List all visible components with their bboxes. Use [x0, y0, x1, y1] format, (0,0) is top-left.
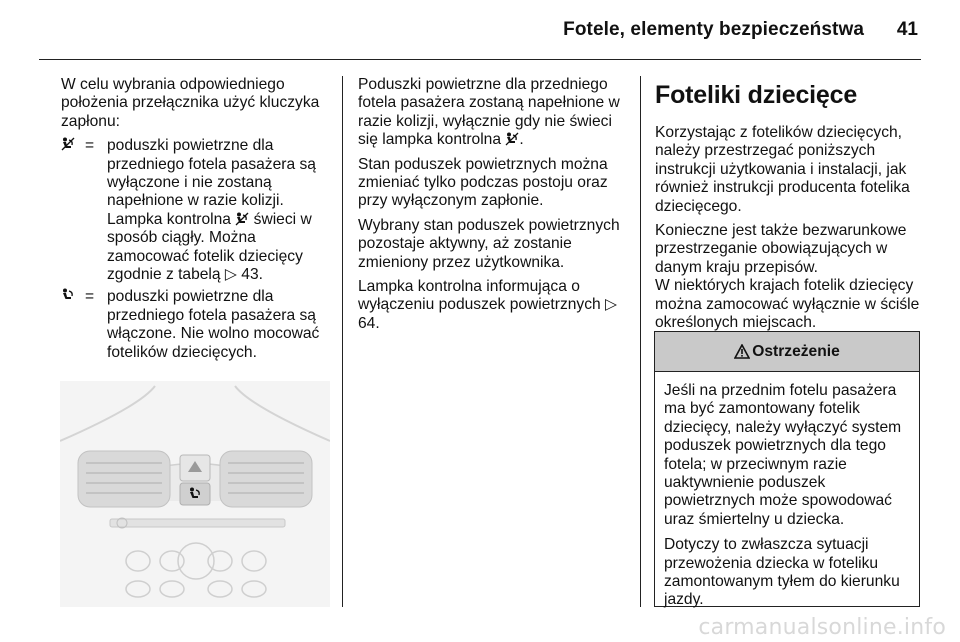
column-right — [655, 76, 921, 338]
page-number: 41 — [896, 19, 918, 40]
header-divider — [39, 59, 921, 60]
airbag-off-icon — [505, 132, 519, 146]
warning-box — [654, 331, 920, 607]
column-divider-2 — [640, 76, 641, 607]
paragraph-text: Poduszki powietrzne dla przedniego fotela pasażera zostaną napełnione w razie kolizji, wyłącznie gdy nie świeci się lampka kontrolna — [358, 76, 620, 149]
intro-paragraph: W celu wybrania odpowiedniego położenia przełącznika użyć kluczyka zapłonu: — [61, 76, 320, 130]
equals-sign: = — [85, 137, 95, 155]
definition-airbag-on — [61, 288, 329, 362]
definition-airbag-off — [61, 137, 329, 284]
definition-text-part1: poduszki powietrzne dla przedniego fotela pasażera są wyłączone i nie zostaną napełnione w razie kolizji. Lampka kontrolna — [107, 137, 316, 228]
column-left — [61, 76, 329, 362]
paragraph: Konieczne jest także bezwarunkowe przestrzeganie obowiązujących w danym kraju przepisów. — [655, 222, 907, 276]
definition-text: poduszki powietrzne dla przedniego fotela pasażera są włączone. Nie wolno mocować fotelików dziecięcych. — [107, 288, 320, 361]
dashboard-illustration — [60, 381, 330, 607]
warning-title: Ostrzeżenie — [752, 342, 840, 360]
airbag-on-icon — [61, 288, 85, 362]
page-reference-icon: ▷ — [224, 266, 237, 284]
definition-text — [107, 137, 329, 284]
page-reference-icon: ▷ — [605, 296, 618, 314]
paragraph — [358, 278, 626, 333]
paragraph — [358, 76, 626, 150]
paragraph-text: Lampka kontrolna informująca o wyłączeniu poduszek powietrznych — [358, 278, 601, 314]
warning-triangle-icon — [734, 344, 750, 359]
section-heading: Foteliki dziecięce — [655, 81, 858, 109]
equals-sign: = — [85, 288, 95, 306]
paragraph: Korzystając z fotelików dziecięcych, należy przestrzegać poniższych instrukcji użytkowania i instalacji, jak również instrukcji producenta fotelika dziecięcego. — [655, 124, 910, 215]
warning-body — [655, 372, 919, 610]
paragraph: Stan poduszek powietrznych można zmieniać tylko podczas postoju oraz przy wyłączonym zapłonie. — [358, 155, 608, 210]
page-reference-link[interactable]: 64. — [358, 314, 380, 332]
page-reference-link[interactable]: 43. — [241, 266, 263, 284]
warning-paragraph: Jeśli na przednim fotelu pasażera ma być zamontowany fotelik dziecięcy, należy wyłączyć system poduszek powietrznych dla tego fotela; w przeciwnym razie uaktywnienie poduszek powietrznych może spowodować uraz śmiertelny u dziecka. — [664, 382, 902, 528]
paragraph-text: . — [519, 131, 524, 149]
column-divider-1 — [342, 76, 343, 607]
airbag-off-icon — [61, 137, 85, 284]
watermark: carmanualsonline.info — [698, 615, 946, 640]
paragraph: W niektórych krajach fotelik dziecięcy można zamocować wyłącznie w ściśle określonych miejscach. — [655, 277, 920, 332]
warning-header — [655, 332, 919, 372]
definition-text-part2: świeci w sposób ciągły. Można zamocować fotelik dziecięcy zgodnie z tabelą — [107, 210, 312, 284]
page-header-title: Fotele, elementy bezpieczeństwa — [563, 19, 864, 40]
warning-paragraph: Dotyczy to zwłaszcza sytuacji przewożenia dziecka w foteliku zamontowanym tyłem do kierunku jazdy. — [664, 536, 900, 609]
airbag-off-icon — [235, 212, 249, 226]
column-middle — [358, 76, 626, 339]
paragraph: Wybrany stan poduszek powietrznych pozostaje aktywny, aż zostanie zmieniony przez użytkownika. — [358, 216, 620, 271]
